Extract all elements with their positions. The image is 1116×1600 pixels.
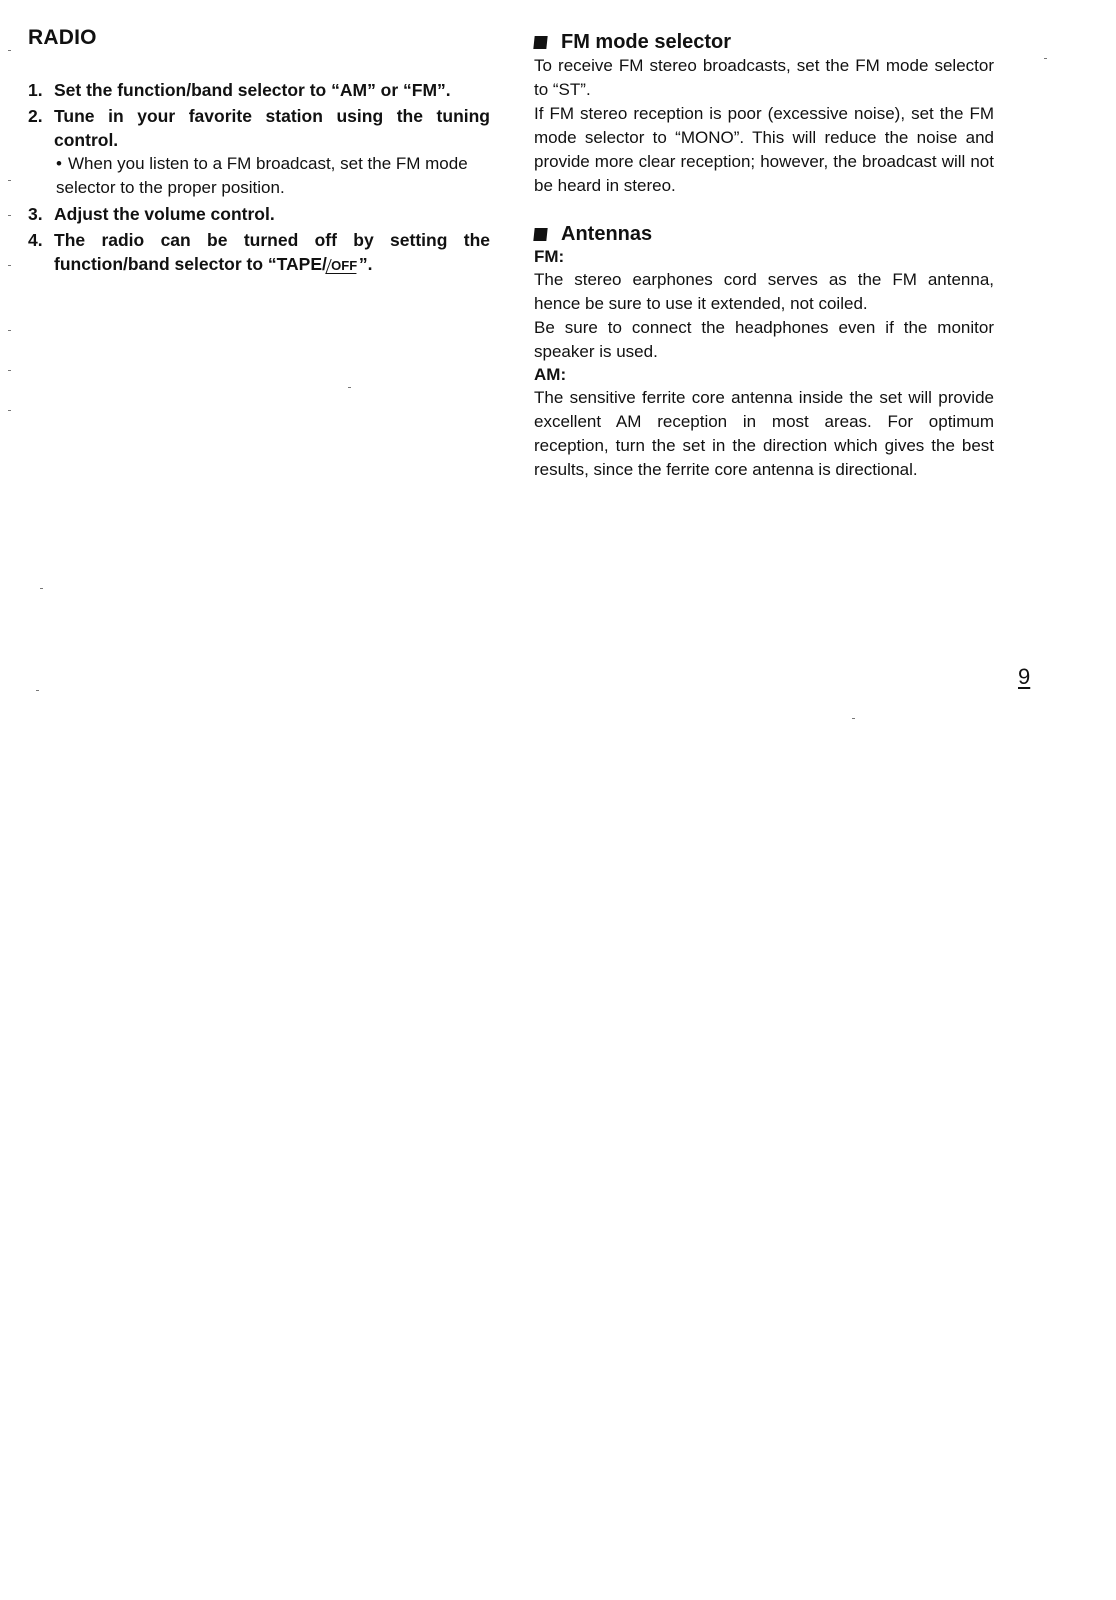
fm-mode-paragraph-2: If FM stereo reception is poor (excessive noise), set the FM mode selector to “MONO”. This will reduce the noise and provide more clear reception; however, the broadcast will not be heard in stereo.: [534, 104, 994, 195]
step-4: [28, 228, 490, 276]
bullet-dot-icon: •: [56, 154, 62, 173]
step-number: 4.: [28, 230, 43, 250]
am-antenna-paragraph: The sensitive ferrite core antenna inside the set will provide excellent AM reception in most areas. For optimum reception, turn the set in the direction which gives the best results, since the ferrite core antenna is directional.: [534, 388, 994, 479]
note-text: When you listen to a FM broadcast, set the FM mode selector to the proper position.: [56, 154, 468, 197]
step-1: [28, 78, 490, 102]
step-3: [28, 202, 490, 226]
step-text-before: The radio can be turned off by setting the function/band selector to “TAPE/: [54, 230, 490, 274]
spacer: [534, 198, 994, 222]
step-text: Adjust the volume control.: [54, 204, 275, 224]
step-number: 3.: [28, 204, 43, 224]
step-text: Set the function/band selector to “AM” or “FM”.: [54, 80, 451, 100]
fm-antenna-paragraph-1: The stereo earphones cord serves as the FM antenna, hence be sure to use it extended, not coiled.: [534, 270, 994, 313]
antennas-section: [534, 222, 994, 482]
scan-speck: [852, 718, 855, 719]
fm-label: FM:: [534, 247, 565, 266]
step-2: [28, 104, 490, 200]
step-text: [54, 228, 490, 276]
scan-speck: [8, 180, 11, 181]
scan-speck: [36, 690, 39, 691]
step-number: 2.: [28, 106, 43, 126]
am-label: AM:: [534, 365, 567, 384]
off-label: OFF: [331, 258, 358, 273]
step-number: 1.: [28, 80, 43, 100]
scan-speck: [8, 215, 11, 216]
square-bullet-icon: [533, 36, 547, 49]
scan-speck: [1044, 58, 1047, 59]
scan-speck: [348, 387, 351, 388]
radio-section: [28, 26, 490, 278]
fm-antenna-paragraph-2: Be sure to connect the headphones even if the monitor speaker is used.: [534, 318, 994, 361]
antennas-heading: [534, 222, 994, 246]
square-bullet-icon: [533, 228, 547, 241]
radio-title: RADIO: [28, 26, 97, 49]
step-text-after: ”.: [358, 254, 373, 274]
radio-steps: [28, 78, 490, 276]
scan-speck: [8, 330, 11, 331]
step-note: [54, 152, 490, 200]
off-position-mark: [325, 259, 361, 274]
right-column: [534, 30, 994, 482]
heading-text: FM mode selector: [561, 31, 732, 53]
fm-mode-selector-heading: [534, 30, 994, 54]
scan-speck: [8, 265, 11, 266]
heading-text: Antennas: [561, 223, 653, 245]
scan-speck: [8, 50, 11, 51]
scan-speck: [40, 588, 43, 589]
scan-speck: [8, 410, 11, 411]
fm-mode-paragraph-1: To receive FM stereo broadcasts, set the FM mode selector to “ST”.: [534, 56, 994, 99]
step-text: Tune in your favorite station using the tuning control.: [54, 106, 490, 150]
page-number: 9: [1018, 664, 1031, 689]
fm-mode-selector-section: [534, 30, 994, 198]
scan-speck: [8, 370, 11, 371]
